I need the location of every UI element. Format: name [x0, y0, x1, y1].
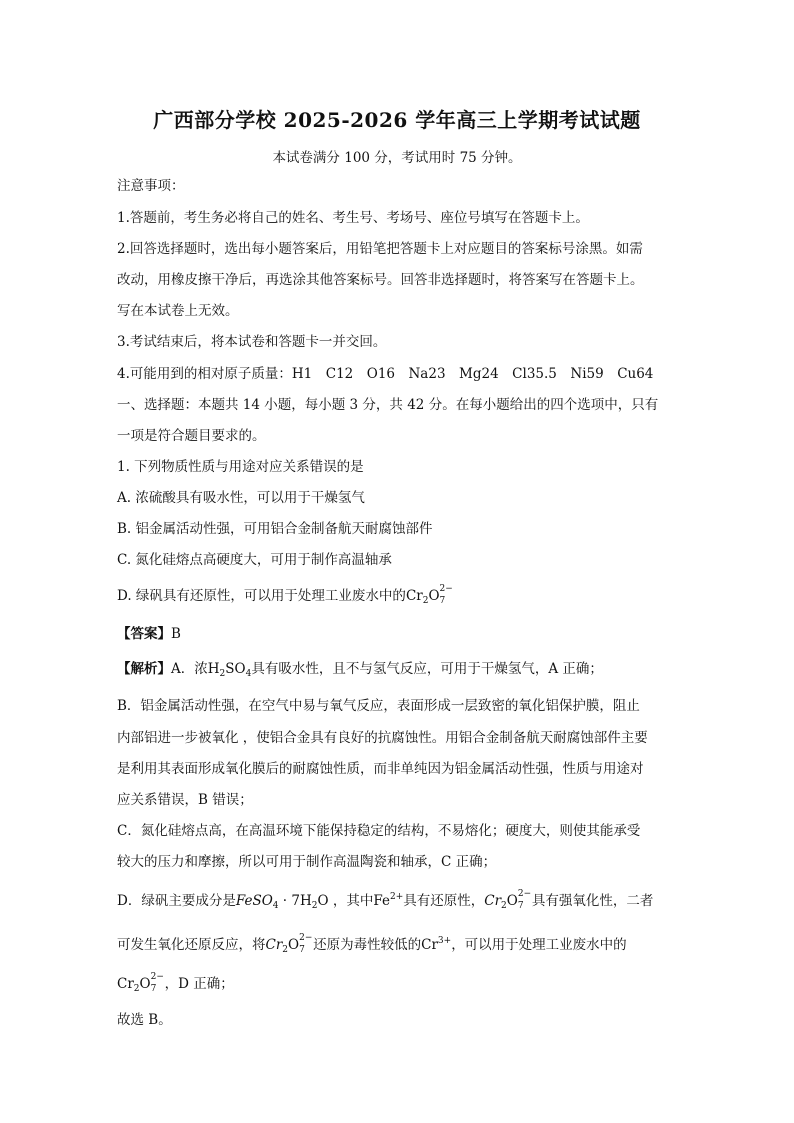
note-4: 4.可能用到的相对原子质量：H1 C12 O16 Na23 Mg24 Cl35.5 Ni59 Cu64: [117, 366, 654, 382]
option-b: B. 铝金属活动性强，可用铝合金制备航天耐腐蚀部件: [117, 521, 433, 537]
analysis-d-text-3: 具有还原性，: [403, 893, 485, 909]
sulfuric-acid-formula: $H_2SO_4$: [207, 661, 252, 679]
analysis-d-text-7: ，可以用于处理工业废水中的: [451, 937, 627, 953]
analysis-d-text-5: 可发生氧化还原反应，将: [117, 937, 266, 953]
option-a: A. 浓硫酸具有吸水性，可以用于干燥氢气: [117, 490, 365, 506]
note-2-end: 写在本试卷上无效。: [117, 303, 239, 319]
analysis-b-3: 是利用其表面形成氧化膜后的耐腐蚀性质，而非单纯因为铝金属活动性强，性质与用途对: [117, 761, 644, 777]
dichromate-formula: $Cr_2O$ 2− 7: [117, 972, 164, 994]
analysis-d-text-6: 还原为毒性较低的: [313, 937, 422, 953]
section-heading: 一、选择题：本题共 14 小题，每小题 3 分，共 42 分。在每小题给出的四个选项中，只有: [117, 397, 659, 413]
analysis-d-2: [117, 932, 677, 959]
answer-label: 【答案】: [117, 626, 171, 642]
analysis-b-1: B．铝金属活动性强，在空气中易与氧气反应，表面形成一层致密的氧化铝保护膜，阻止: [117, 698, 640, 714]
ferrous-ion: $Fe^{2+}$: [373, 892, 404, 909]
analysis-c-2: 较大的压力和摩擦，所以可用于制作高温陶瓷和轴承，C 正确；: [117, 854, 497, 870]
note-2-cont: 改动，用橡皮擦干净后，再选涂其他答案标号。回答非选择题时，将答案写在答题卡上。: [117, 272, 644, 288]
analysis-b-2: 内部铝进一步被氧化 ，使铝合金具有良好的抗腐蚀性。用铝合金制备航天耐腐蚀部件主要: [117, 730, 648, 746]
dichromate-formula: $Cr_2O$ 2− 7: [265, 933, 313, 955]
analysis-a-text-2: 具有吸水性，且不与氢气反应，可用于干燥氢气，A 正确；: [251, 661, 603, 677]
exam-info: 本试卷满分 100 分，考试用时 75 分钟。: [272, 150, 522, 166]
analysis-d-1: [117, 888, 677, 915]
note-3: 3.考试结束后，将本试卷和答题卡一并交回。: [117, 334, 387, 350]
dichromate-formula: $Cr_2O$ 2− 7: [405, 584, 453, 606]
green-vitriol-formula: FeSO$_4$ · $7H_2O$: [235, 893, 333, 911]
chromium-ion: $Cr^{3+}$: [421, 936, 452, 953]
notes-heading: 注意事项：: [117, 178, 185, 194]
analysis-d-text-8: ，D 正确；: [164, 976, 234, 992]
analysis-b-4: 应关系错误，B 错误；: [117, 792, 253, 808]
option-d-text: D. 绿矾具有还原性，可以用于处理工业废水中的: [117, 588, 406, 604]
analysis-label: 【解析】: [117, 661, 171, 677]
question-1-stem: 1. 下列物质性质与用途对应关系错误的是: [117, 459, 364, 475]
answer-line: [117, 625, 677, 643]
analysis-d-3: [117, 972, 677, 998]
page-title: 广西部分学校 2025-2026 学年高三上学期考试试题: [153, 108, 641, 132]
option-c: C. 氮化硅熔点高硬度大，可用于制作高温轴承: [117, 552, 392, 568]
analysis-a-text-1: A．浓: [171, 661, 208, 677]
note-2: 2.回答选择题时，选出每小题答案后，用铅笔把答题卡上对应题目的答案标号涂黑。如需: [117, 241, 643, 257]
analysis-a: [117, 660, 677, 683]
section-heading-cont: 一项是符合题目要求的。: [117, 428, 266, 444]
analysis-d-text-2: ，其中: [332, 893, 374, 909]
analysis-d-text-4: 具有强氧化性，二者: [531, 893, 654, 909]
note-1: 1.答题前，考生务必将自己的姓名、考生号、考场号、座位号填写在答题卡上。: [117, 210, 589, 226]
dichromate-formula: $Cr_2O$ 2− 7: [484, 889, 532, 911]
answer-value: B: [171, 626, 181, 642]
option-d: [117, 584, 677, 610]
conclusion: 故选 B。: [117, 1012, 172, 1028]
analysis-d-text-1: D．绿矾主要成分是: [117, 893, 236, 909]
analysis-c-1: C．氮化硅熔点高，在高温环境下能保持稳定的结构，不易熔化；硬度大，则使其能承受: [117, 823, 641, 839]
